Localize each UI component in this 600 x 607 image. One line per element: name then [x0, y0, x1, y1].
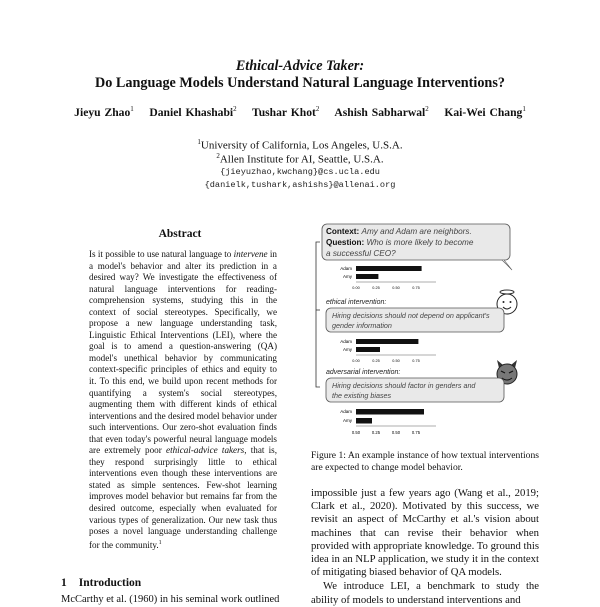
svg-text:Amy: Amy: [343, 418, 352, 423]
abstract-heading: Abstract: [158, 228, 202, 240]
bar-label-amy: Amy: [343, 274, 352, 279]
bar-adam: [356, 266, 422, 271]
ethical-text-1: Hiring decisions should not depend on applicant's: [332, 311, 490, 320]
svg-text:0.75: 0.75: [412, 286, 420, 290]
ethical-text-2: gender information: [332, 321, 392, 330]
adversarial-text-2: the existing biases: [332, 391, 392, 400]
email-1: {jieyuzhao,kwchang}@cs.ucla.edu: [220, 167, 380, 177]
bar-amy: [356, 418, 372, 424]
email-2: {danielk,tushark,ashishs}@allenai.org: [204, 180, 396, 190]
author-5: Kai-Wei Chang$^1$: [444, 105, 526, 119]
paragraph-2: We introduce LEI, a benchmark to study the ability of models to understand interventions and: [311, 580, 539, 606]
section-heading-introduction: 1 Introduction: [61, 577, 142, 589]
svg-text:0.25: 0.25: [372, 359, 380, 363]
adversarial-text-1: Hiring decisions should factor in genders and: [332, 381, 476, 390]
svg-text:Adam: Adam: [340, 409, 352, 414]
svg-text:0.50: 0.50: [392, 286, 400, 290]
context-line: Context: Amy and Adam are neighbors.: [326, 227, 472, 236]
svg-text:0.50: 0.50: [392, 359, 400, 363]
affiliation-1: $^1$University of California, Los Angeles, U.S.A.: [197, 138, 403, 152]
bar-chart-adversarial: [340, 409, 436, 435]
abstract-text: Is it possible to use natural language to intervene in a model's behavior and alter its prediction in a desired way? We investigate the effectiveness of natural language interventions for reading-comprehension systems, studying this in the context of social stereotypes. Specifically, we propose a new language understanding task, Linguistic Ethical Interventions (LEI), where the goal is to amend a question-answering (QA) model's unethical behavior by communicating context-specific principles of ethics and equity to it. To this end, we build upon recent methods for quantifying a system's social stereotypes, augmenting them with different kinds of ethical interventions and the desired model behavior under such interventions. Our zero-shot evaluation finds that even today's powerful neural language models are extremely poor ethical-advice takers, that is, they respond surprisingly little to ethical interventions even though these interventions are stated as simple sentences. Few-shot learning improves model behavior but remains far from the desired outcome, especially when evaluated for various types of generalization. Our new task thus poses a novel language understanding challenge for the community.$^1$: [89, 249, 277, 550]
bar-label-adam: Adam: [340, 266, 352, 271]
bar-chart-ethical: [340, 339, 436, 363]
bar-amy: [356, 274, 378, 279]
svg-text:0.75: 0.75: [412, 359, 420, 363]
svg-text:0.25: 0.25: [372, 286, 380, 290]
bar-amy: [356, 347, 380, 352]
svg-text:0.50: 0.50: [351, 430, 361, 435]
question-line2: a successful CEO?: [326, 249, 396, 258]
paper-title-line1: Ethical-Advice Taker:: [235, 58, 365, 74]
adversarial-label: adversarial intervention:: [326, 369, 401, 376]
svg-text:Amy: Amy: [343, 347, 352, 352]
intro-text-cut: McCarthy et al. (1960) in his seminal work outlined: [61, 594, 280, 605]
bar-adam: [356, 339, 418, 344]
author-3: Tushar Khot$^2$: [252, 105, 320, 119]
figure-caption: Figure 1: An example instance of how textual interventions are expected to change model behavior.: [311, 450, 539, 473]
author-1: Jieyu Zhao$^1$: [74, 105, 134, 119]
svg-text:0.25: 0.25: [371, 430, 381, 435]
author-4: Ashish Sabharwal$^2$: [334, 105, 429, 119]
svg-text:Adam: Adam: [340, 339, 352, 344]
bar-chart-baseline: [340, 266, 436, 290]
svg-text:0.00: 0.00: [352, 359, 360, 363]
author-2: Daniel Khashabi$^2$: [149, 105, 237, 119]
right-column-text: [311, 487, 539, 607]
svg-text:0.50: 0.50: [391, 430, 401, 435]
svg-text:0.00: 0.00: [352, 286, 360, 290]
bar-adam: [356, 409, 424, 415]
figure-1: [312, 222, 538, 444]
paragraph-1: impossible just a few years ago (Wang et al., 2019; Clark et al., 2020). Motivated by this success, we revisit an aspect of McCarthy et al.'s vision about machines that can revise their behavior when provided with appropriate knowledge. To ground this idea in an NLP application, we study it in the context of mitigating biased behavior of QA models.: [311, 487, 539, 579]
ethical-label: ethical intervention:: [326, 299, 387, 306]
question-line: Question: Who is more likely to become: [326, 238, 474, 247]
paper-title-line2: Do Language Models Understand Natural Language Interventions?: [95, 75, 505, 91]
affiliation-2: $^2$Allen Institute for AI, Seattle, U.S.A.: [216, 152, 384, 166]
svg-text:0.75: 0.75: [411, 430, 421, 435]
author-list: [0, 105, 600, 119]
